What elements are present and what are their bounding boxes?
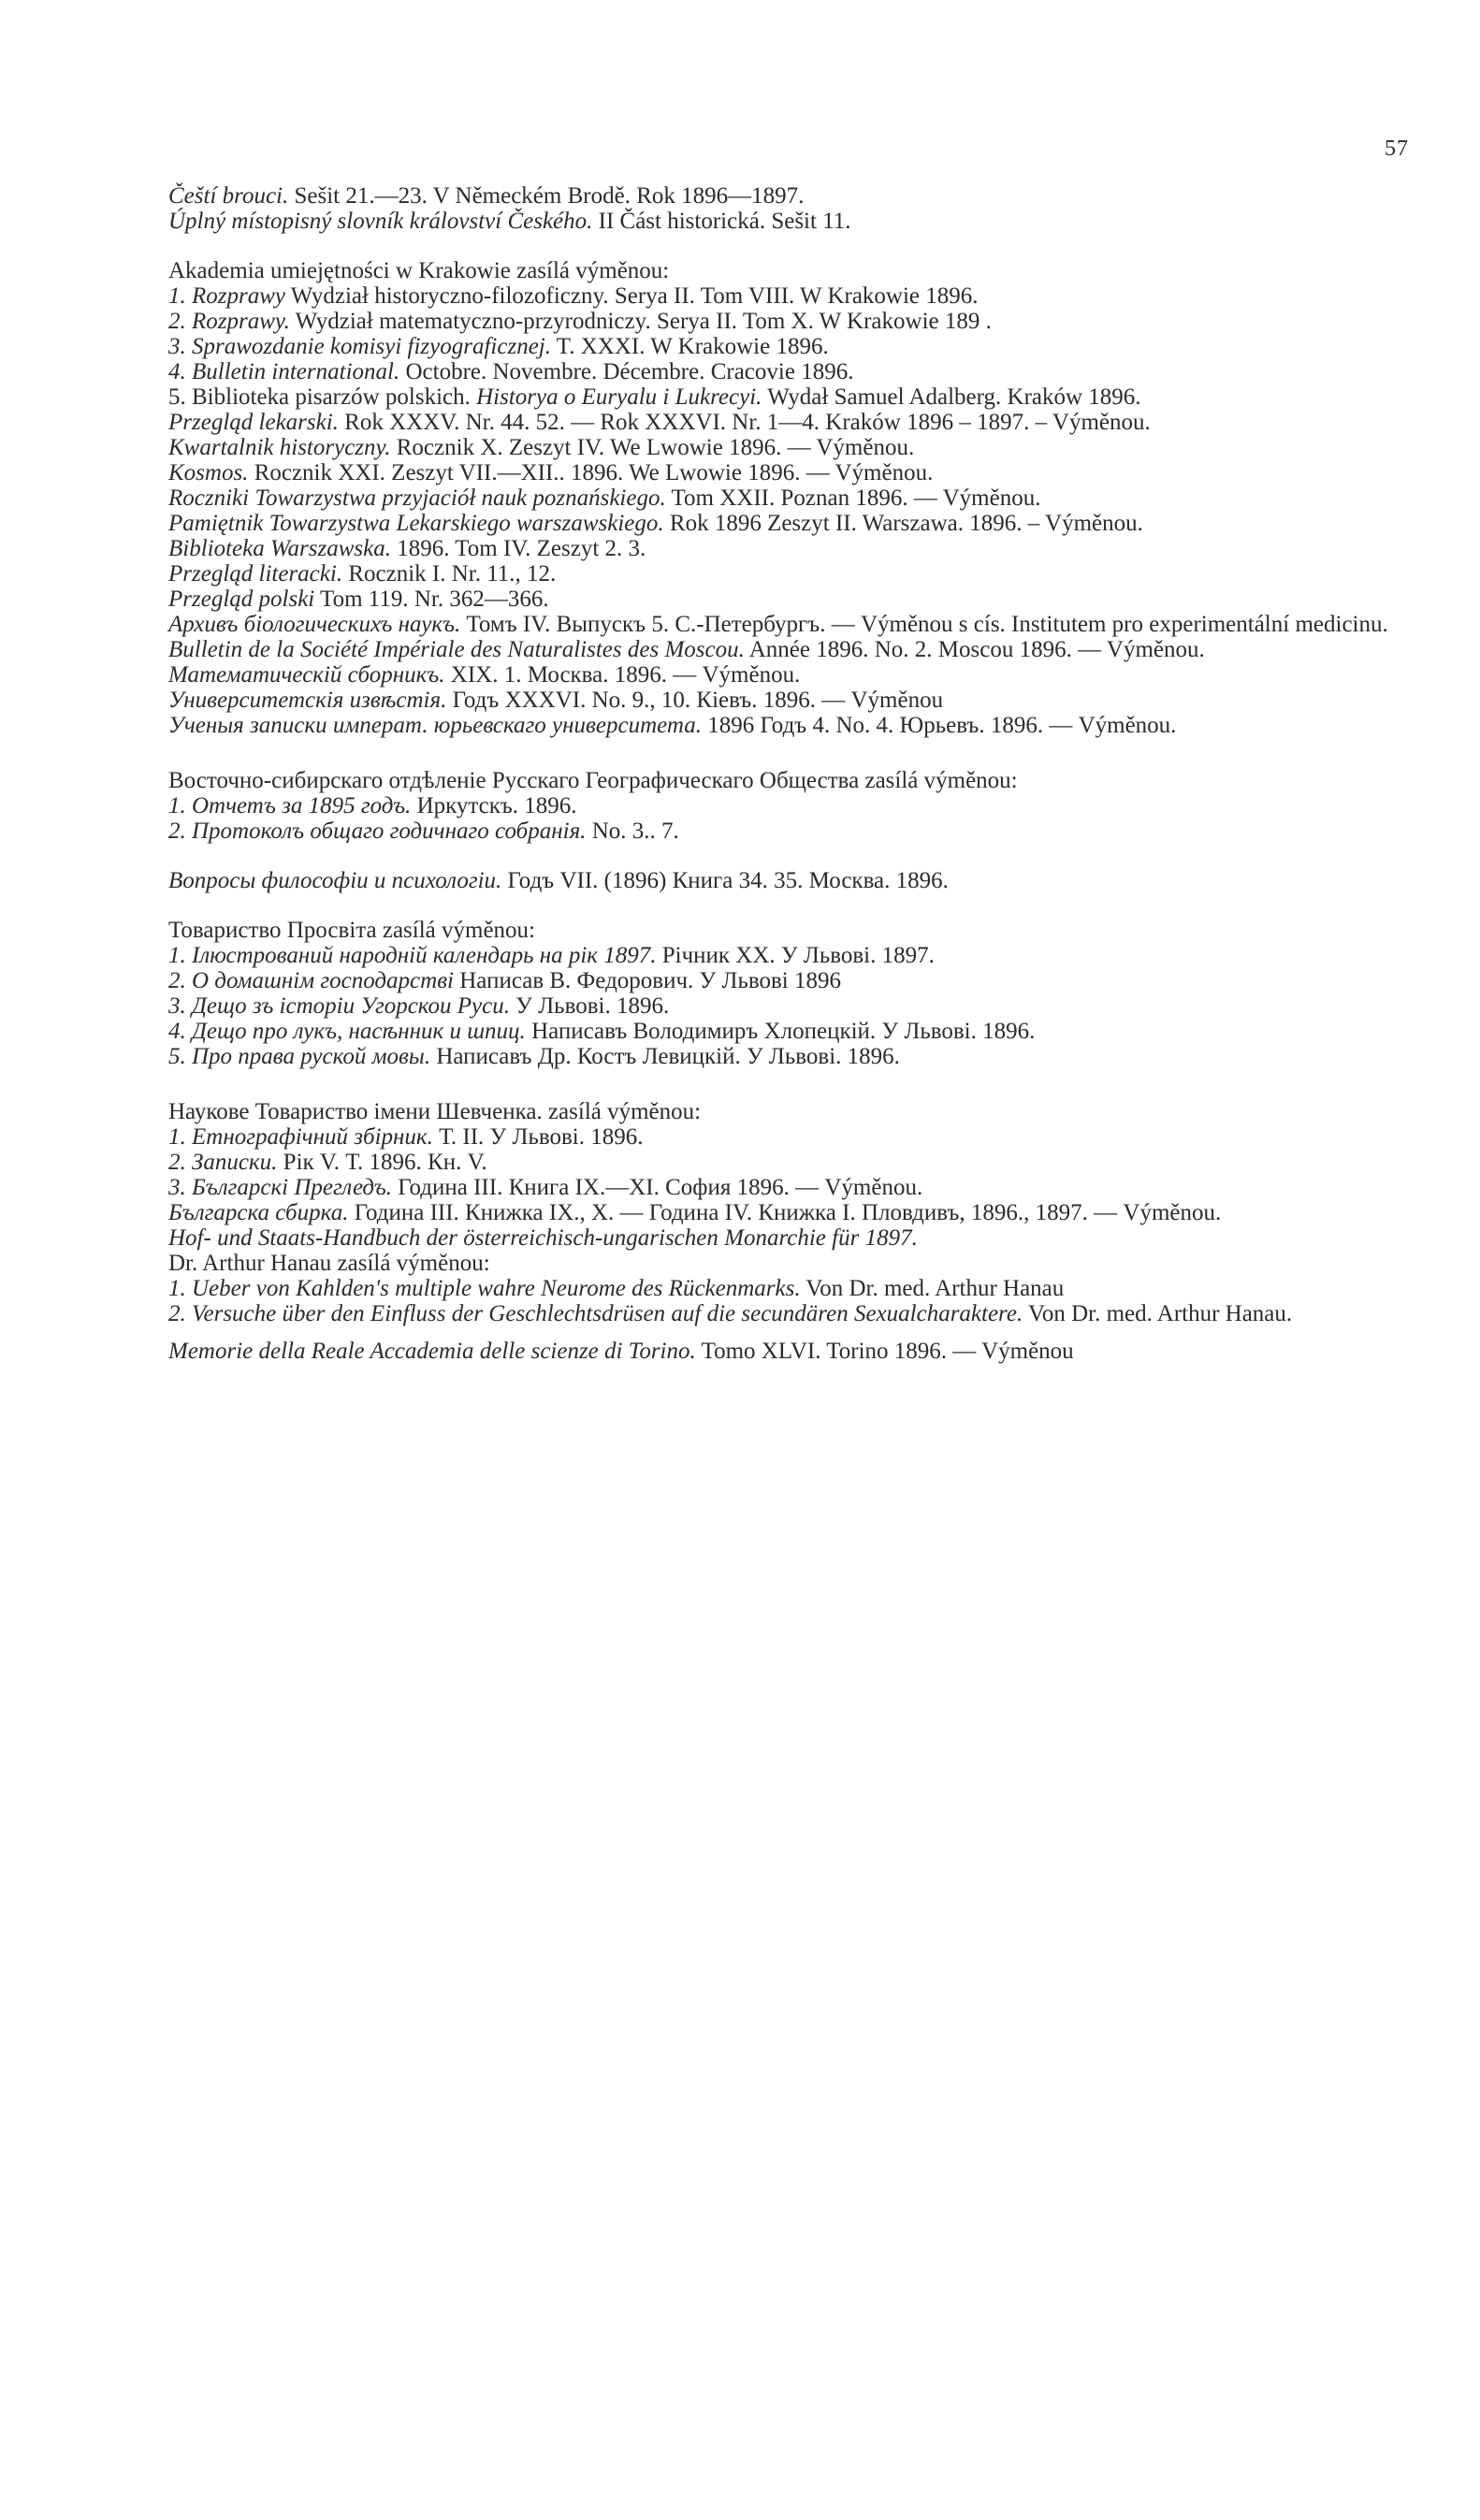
catalog-entry <box>56 1301 1431 1326</box>
entry-text: Tomo XLVI. Torino 1896. — Výměnou <box>695 1339 1074 1364</box>
catalog-entry <box>56 968 1431 993</box>
entry-title: Kwartalnik historyczny. <box>168 435 391 460</box>
page-number: 57 <box>1385 137 1409 161</box>
entry-text: Dr. Arthur Hanau zasílá výměnou: <box>168 1251 490 1276</box>
entry-text: 1896. Tom IV. Zeszyt 2. 3. <box>390 536 646 561</box>
catalog-entry <box>56 209 1431 234</box>
spacer <box>56 844 1431 868</box>
entry-title: Bulletin de la Société Impériale des Naturalistes des Moscou. <box>168 637 745 662</box>
entry-text: Річник XX. У Львові. 1897. <box>656 943 935 968</box>
entry-text: Rocznik I. Nr. 11., 12. <box>342 561 557 587</box>
catalog-entry <box>56 943 1431 968</box>
catalog-entry <box>56 511 1431 536</box>
entry-title: Pamiętnik Towarzystwa Lekarskiego warszawskiego. <box>168 511 664 536</box>
entry-text: II Část historická. Sešit 11. <box>592 209 851 234</box>
catalog-entry <box>56 713 1431 738</box>
entry-text: Годъ VII. (1896) Книга 34. 35. Москва. 1896. <box>501 868 949 893</box>
entry-text: Година III. Книга IX.—XI. София 1896. — Výměnou. <box>391 1175 923 1200</box>
entry-text: Wydział historyczno-filozoficzny. Serya II. Tom VIII. W Krakowie 1896. <box>285 283 979 309</box>
catalog-entry <box>56 587 1431 612</box>
entry-text: Написав В. Федорович. У Львові 1896 <box>454 968 841 993</box>
entry-text: Sešit 21.—23. V Německém Brodě. Rok 1896—1897. <box>288 183 805 209</box>
entry-title: Biblioteka Warszawska. <box>168 536 391 561</box>
entry-text: Année 1896. No. 2. Moscou 1896. — Výměnou. <box>744 637 1205 662</box>
entry-title: Hof- und Staats-Handbuch der österreichisch-ungarischen Monarchie für 1897. <box>168 1225 918 1251</box>
entry-text: Rocznik XXI. Zeszyt VII.—XII.. 1896. We Lwowie 1896. — Výměnou. <box>248 460 934 485</box>
catalog-entry <box>56 410 1431 435</box>
entry-title: Университетскія извѣстія. <box>168 688 447 713</box>
catalog-entry <box>56 384 1431 410</box>
catalog-entry <box>56 918 1431 943</box>
catalog-entry <box>56 1124 1431 1150</box>
catalog-entry <box>56 283 1431 309</box>
entry-title: Българска сбирка. <box>168 1200 349 1225</box>
entry-text: Von Dr. med. Arthur Hanau. <box>1023 1301 1293 1326</box>
entry-title: 3. Българскі Прегледъ. <box>168 1175 392 1200</box>
entry-text: T. XXXI. W Krakowie 1896. <box>551 334 829 359</box>
entry-title: 3. Дещо зъ історіи Угорскои Руси. <box>168 993 511 1019</box>
entry-title: 3. Sprawozdanie komisyi fizyograficznej. <box>168 334 551 359</box>
entry-text: У Львові. 1896. <box>510 993 670 1019</box>
entry-text: Tom 119. Nr. 362—366. <box>314 587 549 612</box>
entry-text: Von Dr. med. Arthur Hanau <box>800 1276 1065 1301</box>
entry-text: Rok 1896 Zeszyt II. Warszawa. 1896. – Výměnou. <box>663 511 1143 536</box>
entry-text: Восточно-сибирскаго отдѣленіе Русскаго Географическаго Общества zasílá výměnou: <box>168 768 1018 793</box>
entry-text: Иркутскъ. 1896. <box>411 793 577 818</box>
spacer <box>56 738 1431 768</box>
catalog-entry <box>56 536 1431 561</box>
entry-title: Ученыя записки императ. юрьевскаго университета. <box>168 713 703 738</box>
catalog-entry <box>56 868 1431 893</box>
catalog-entry <box>56 993 1431 1019</box>
catalog-entry <box>56 1099 1431 1124</box>
entry-title: 4. Дещо про лукъ, насѣнник и шпиц. <box>168 1019 526 1044</box>
entry-title: Čeští brouci. <box>168 183 289 209</box>
entry-text: Tom XXII. Poznan 1896. — Výměnou. <box>665 485 1041 511</box>
catalog-entry <box>56 1150 1431 1175</box>
catalog-entry <box>56 561 1431 587</box>
entry-title: Архивъ біологическихъ наукъ. <box>168 612 461 637</box>
catalog-entry <box>56 435 1431 460</box>
catalog-entry <box>56 460 1431 485</box>
text-column <box>56 183 1431 1364</box>
entry-title: 2. Rozprawy. <box>168 309 290 334</box>
entry-text: Наукове Товариство імени Шевченка. zasílá výměnou: <box>168 1099 702 1124</box>
entry-title: 5. Про права руской мовы. <box>168 1044 431 1069</box>
catalog-entry <box>56 818 1431 844</box>
entry-title: 1. Ueber von Kahlden's multiple wahre Neurome des Rückenmarks. <box>168 1276 801 1301</box>
entry-title: Úplný místopisný slovník království Českého. <box>168 209 593 234</box>
spacer <box>56 893 1431 918</box>
catalog-entry <box>56 793 1431 818</box>
spacer <box>56 1326 1431 1339</box>
catalog-entry <box>56 688 1431 713</box>
catalog-entry <box>56 485 1431 511</box>
entry-title: Przegląd polski <box>168 587 315 612</box>
catalog-entry <box>56 334 1431 359</box>
catalog-entry <box>56 1225 1431 1251</box>
catalog-entry <box>56 258 1431 283</box>
entry-text: Написавъ Др. Костъ Левицкій. У Львові. 1896. <box>430 1044 900 1069</box>
entry-title: 1. Rozprawy <box>168 283 285 309</box>
entry-title: Przegląd lekarski. <box>168 410 339 435</box>
entry-title: 2. Записки. <box>168 1150 278 1175</box>
entry-text: Rok XXXV. Nr. 44. 52. — Rok XXXVI. Nr. 1—4. Kraków 1896 – 1897. – Výměnou. <box>338 410 1151 435</box>
entry-title: Математическій сборникъ. <box>168 662 445 688</box>
entry-text: Octobre. Novembre. Décembre. Cracovie 1896. <box>399 359 854 384</box>
catalog-entry <box>56 768 1431 793</box>
catalog-entry <box>56 662 1431 688</box>
entry-title: Вопросы философіи и психологіи. <box>168 868 502 893</box>
entry-text: Томъ IV. Выпускъ 5. С.-Петербургъ. — Výměnou s cís. Institutem pro experimentální medicinu. <box>460 612 1388 637</box>
catalog-entry <box>56 637 1431 662</box>
spacer <box>56 234 1431 258</box>
catalog-entry <box>56 1339 1431 1364</box>
catalog-entry <box>56 1044 1431 1069</box>
catalog-entry <box>56 1276 1431 1301</box>
entry-text: Wydał Samuel Adalberg. Kraków 1896. <box>762 384 1141 410</box>
entry-title: 4. Bulletin international. <box>168 359 400 384</box>
entry-title: 1. Отчетъ за 1895 годъ. <box>168 793 412 818</box>
entry-title: Przegląd literacki. <box>168 561 343 587</box>
entry-text: Wydział matematyczno-przyrodniczy. Serya II. Tom X. W Krakowie 189 . <box>289 309 992 334</box>
catalog-entry <box>56 1175 1431 1200</box>
entry-text: Rocznik X. Zeszyt IV. We Lwowie 1896. — Výměnou. <box>390 435 915 460</box>
entry-text: Година III. Книжка IX., X. — Година IV. Книжка I. Пловдивъ, 1896., 1897. — Výměnou. <box>348 1200 1222 1225</box>
entry-text: Т. II. У Львові. 1896. <box>432 1124 644 1150</box>
entry-title: 2. Протоколъ общаго годичнаго собранія. <box>168 818 587 844</box>
entry-title: 1. Ілюстрований народній календарь на рік 1897. <box>168 943 657 968</box>
entry-title: Roczniki Towarzystwa przyjaciół nauk poznańskiego. <box>168 485 666 511</box>
entry-text: 1896 Годъ 4. No. 4. Юрьевъ. 1896. — Výměnou. <box>702 713 1177 738</box>
catalog-entry <box>56 309 1431 334</box>
entry-text: XIX. 1. Москва. 1896. — Výměnou. <box>444 662 801 688</box>
entry-title: 2. Versuche über den Einfluss der Geschlechtsdrüsen auf die secundären Sexualcharaktere. <box>168 1301 1023 1326</box>
entry-text: No. 3.. 7. <box>586 818 679 844</box>
entry-title: Kosmos. <box>168 460 249 485</box>
entry-text: Рік V. Т. 1896. Кн. V. <box>277 1150 487 1175</box>
entry-text: 5. Biblioteka pisarzów polskich. <box>168 384 477 410</box>
entry-text: Годъ XXXVI. No. 9., 10. Кіевъ. 1896. — Výměnou <box>446 688 944 713</box>
entry-title: 2. О домашнім господарстві <box>168 968 454 993</box>
catalog-entry <box>56 1251 1431 1276</box>
entry-text: Akademia umiejętności w Krakowie zasílá výměnou: <box>168 258 670 283</box>
spacer <box>56 1069 1431 1099</box>
entry-title: Historya o Euryalu i Lukrecyi. <box>476 384 762 410</box>
catalog-entry <box>56 359 1431 384</box>
catalog-entry <box>56 1019 1431 1044</box>
catalog-entry <box>56 183 1431 209</box>
entry-text: Написавъ Володимиръ Хлопецкій. У Львові. 1896. <box>525 1019 1036 1044</box>
entry-text: Товариство Просвіта zasílá výměnou: <box>168 918 535 943</box>
catalog-entry <box>56 1200 1431 1225</box>
entry-title: Memorie della Reale Accademia delle scienze di Torino. <box>168 1339 696 1364</box>
catalog-entry <box>56 612 1431 637</box>
entry-title: 1. Етнографічний збірник. <box>168 1124 433 1150</box>
